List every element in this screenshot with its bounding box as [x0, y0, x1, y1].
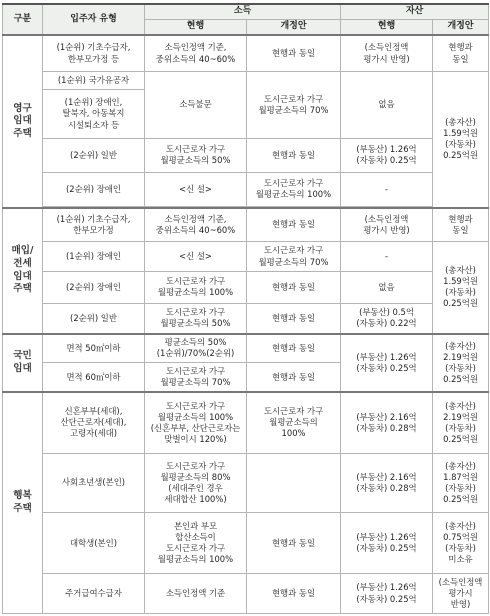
asset-current: 없음	[341, 71, 433, 138]
income-proposed: 현행과 동일	[247, 363, 341, 392]
income-proposed: 현행과 동일	[247, 35, 341, 71]
income-proposed: 현행과 동일	[247, 138, 341, 173]
asset-current: (부동산) 1.26억 (자동차) 0.25억	[341, 574, 433, 614]
asset-current: 없음	[341, 272, 433, 303]
asset-current: -	[341, 241, 433, 271]
type-cell: (2순위) 장애인	[43, 272, 145, 303]
income-current: 소득인정액 기준, 중위소득의 40~60%	[145, 35, 247, 71]
income-proposed: 현행과 동일	[247, 208, 341, 242]
asset-proposed: (총자산) 2.19억원 (자동차) 0.25억원	[433, 392, 489, 453]
section-permanent: 영구 임대 주택	[3, 35, 43, 207]
asset-proposed: 현행과 동일	[433, 35, 489, 71]
income-current: 도시근로자 가구 월평균소득의 50%	[145, 303, 247, 333]
header-assets: 자산	[341, 4, 489, 20]
asset-current: (부동산) 1.26억 (자동차) 0.25억	[341, 513, 433, 574]
income-current: 소득불문	[145, 71, 247, 138]
asset-current: (부동산) 2.16억 (자동차) 0.28억	[341, 392, 433, 453]
type-cell: (2순위) 장애인	[43, 173, 145, 207]
income-proposed: 현행과 동일	[247, 334, 341, 363]
asset-current: (부동산) 2.16억 (자동차) 0.28억	[341, 453, 433, 513]
type-cell: 대학생(본인)	[43, 513, 145, 574]
type-cell: 주거급여수급자	[43, 574, 145, 614]
income-current: <신 설>	[145, 173, 247, 207]
income-proposed: 도시근로자 가구 월평균소득의 70%	[247, 71, 341, 138]
type-cell: (1순위) 기초수급자, 한부모가정	[43, 208, 145, 242]
income-current: 도시근로자 가구 월평균소득의 80% (세대주인 경우 세대합산 100%)	[145, 453, 247, 513]
type-cell: (1순위) 장애인	[43, 241, 145, 271]
type-cell: (1순위) 장애인, 탈북자, 아동복지 시설퇴소자 등	[43, 90, 145, 138]
income-current: 소득인정액 기준	[145, 574, 247, 614]
income-current: <신 설>	[145, 241, 247, 271]
asset-proposed: 현행과 동일	[433, 208, 489, 242]
income-proposed: 현행과 동일	[247, 574, 341, 614]
income-proposed: 현행과 동일	[247, 303, 341, 333]
income-current: 도시근로자 가구 월평균소득의 50%	[145, 138, 247, 173]
header-income: 소득	[145, 4, 341, 20]
asset-current: (부동산) 1.26억 (자동차) 0.25억	[341, 334, 433, 393]
asset-proposed: (총자산) 1.59억원 (자동차) 0.25억원	[433, 241, 489, 333]
asset-proposed: (총자산) 0.75억원 (자동차) 미소유	[433, 513, 489, 574]
asset-current: -	[341, 173, 433, 207]
type-cell: (2순위) 일반	[43, 303, 145, 333]
income-proposed: 현행과 동일	[247, 513, 341, 574]
income-current: 평균소득의 50% (1순위)/70%(2순위)	[145, 334, 247, 363]
asset-current: (부동산) 1.26억 (자동차) 0.25억	[341, 138, 433, 173]
income-proposed: 도시근로자 가구 월평균소득의 100%	[247, 392, 341, 453]
header-assets-current: 현행	[341, 20, 433, 36]
income-proposed: 현행과 동일	[247, 272, 341, 303]
type-cell: 사회초년생(본인)	[43, 453, 145, 513]
income-current: 도시근로자 가구 월평균소득의 100% (신혼부부, 산단근로자는 맞벌이시 120%)	[145, 392, 247, 453]
asset-proposed: (총자산) 1.59억원 (자동차) 0.25억원	[433, 71, 489, 208]
income-proposed: 도시근로자 가구 월평균소득의 100%	[247, 173, 341, 207]
income-proposed: 도시근로자 가구 월평균소득의 70%	[247, 241, 341, 271]
header-category: 구분	[3, 4, 43, 35]
section-purchase-lease: 매입/ 전세 임대 주택	[3, 208, 43, 334]
header-assets-proposed: 개정안	[433, 20, 489, 36]
asset-proposed: (총자산) 1.87억원 (자동차) 0.25억원	[433, 453, 489, 513]
asset-proposed: (총자산) 2.19억원 (자동차) 0.25억원	[433, 334, 489, 393]
income-current: 본인과 부모 합산소득이 도시근로자 가구 월평균소득의 100%	[145, 513, 247, 574]
type-cell: (1순위) 국가유공자	[43, 71, 145, 90]
asset-current: (소득인정액 평가시 반영)	[341, 35, 433, 71]
type-cell: 신혼부부(세대), 산단근로자(세대), 고령자(세대)	[43, 392, 145, 453]
income-current: 도시근로자 가구 월평균소득의 100%	[145, 272, 247, 303]
type-cell: (2순위) 일반	[43, 138, 145, 173]
asset-proposed: (소득인정액 평가시 반영)	[433, 574, 489, 614]
income-current: 도시근로자 가구 월평균소득의 70%	[145, 363, 247, 392]
type-cell: 면적 50㎡이하	[43, 334, 145, 363]
comparison-table	[2, 3, 489, 614]
asset-current: (부동산) 0.5억 (자동차) 0.22억	[341, 303, 433, 333]
section-happy-housing: 행복 주택	[3, 392, 43, 613]
header-income-current: 현행	[145, 20, 247, 36]
header-income-proposed: 개정안	[247, 20, 341, 36]
income-proposed	[247, 453, 341, 513]
income-current: 소득인정액 기준, 중위소득의 40~60%	[145, 208, 247, 242]
asset-current: (소득인정액 평가시 반영)	[341, 208, 433, 242]
type-cell: 면적 60㎡이하	[43, 363, 145, 392]
section-national: 국민 임대	[3, 334, 43, 393]
header-type: 입주자 유형	[43, 4, 145, 35]
type-cell: (1순위) 기초수급자, 한부모가정 등	[43, 35, 145, 71]
